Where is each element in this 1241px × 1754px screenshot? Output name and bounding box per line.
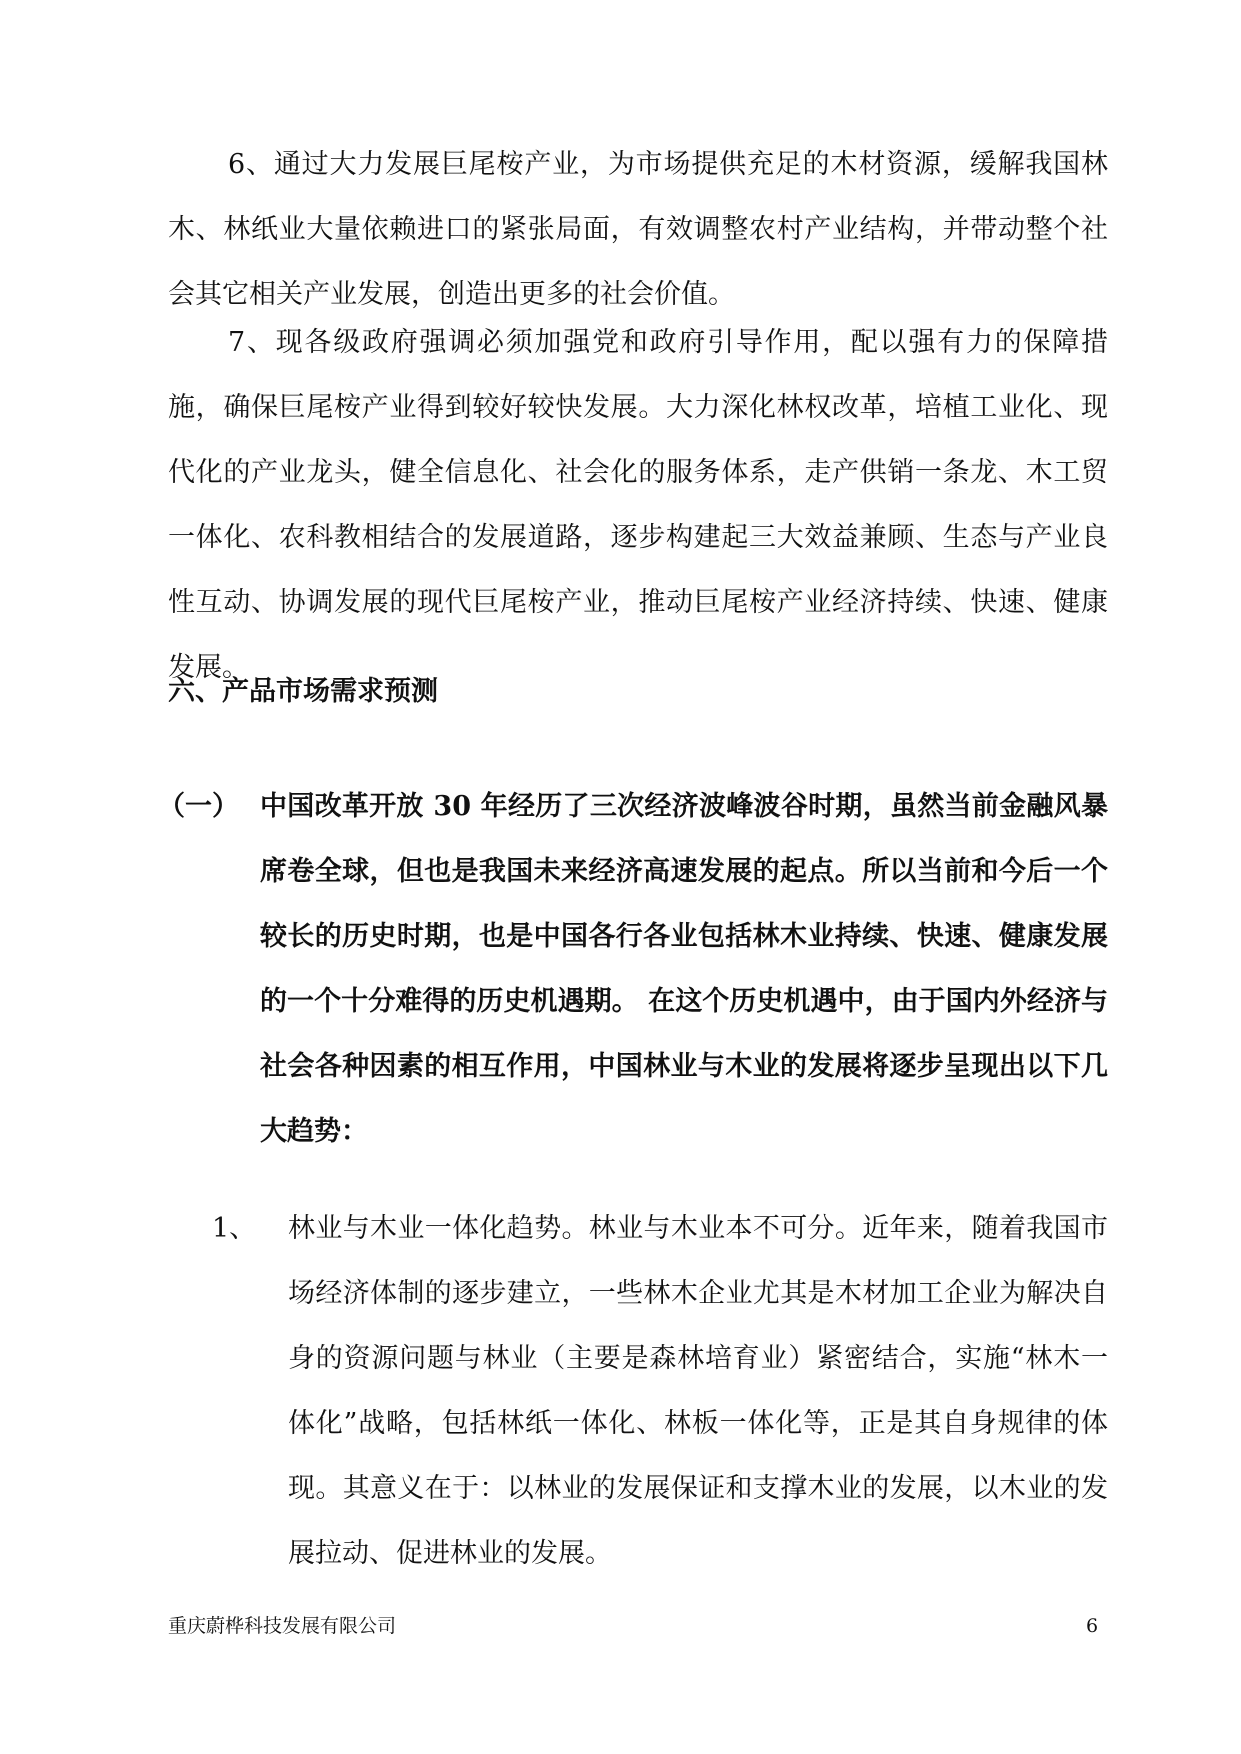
subsection-label: （一） (158, 791, 239, 822)
subsection-text: 中国改革开放 30 年经历了三次经济波峰波谷时期，虽然当前金融风暴席卷全球，但也是我国未来经济高速发展的起点。所以当前和今后一个较长的历史时期，也是中国各行各业包括林木业持续、快速、健康发展的一个十分难得的历史机遇期。 在这个历史机遇中，由于国内外经济与社会各种因素的相互作用，中国林业与木业的发展将逐步呈现出以下几大趋势： (260, 791, 1108, 1147)
list-item-text: 林业与木业一体化趋势。林业与木业本不可分。近年来，随着我国市场经济体制的逐步建立，一些林木企业尤其是木材加工企业为解决自身的资源问题与林业（主要是森林培育业）紧密结合，实施“林木一体化”战略，包括林纸一体化、林板一体化等，正是其自身规律的体现。其意义在于：以林业的发展保证和支撑木业的发展，以木业的发展拉动、促进林业的发展。 (288, 1213, 1108, 1569)
section-heading: 六、产品市场需求预测 (168, 676, 438, 707)
paragraph-6: 6、通过大力发展巨尾桉产业，为市场提供充足的木材资源，缓解我国林木、林纸业大量依赖进口的紧张局面，有效调整农村产业结构，并带动整个社会其它相关产业发展，创造出更多的社会价值。 (168, 149, 1108, 310)
footer-page-number: 6 (1086, 1615, 1099, 1637)
list-item-number: 1、 (212, 1213, 257, 1244)
footer-company: 重庆蔚桦科技发展有限公司 (168, 1615, 397, 1637)
paragraph-7: 7、现各级政府强调必须加强党和政府引导作用，配以强有力的保障措施，确保巨尾桉产业得到较好较快发展。大力深化林权改革，培植工业化、现代化的产业龙头，健全信息化、社会化的服务体系，走产供销一条龙、木工贸一体化、农科教相结合的发展道路，逐步构建起三大效益兼顾、生态与产业良性互动、协调发展的现代巨尾桉产业，推动巨尾桉产业经济持续、快速、健康发展。 (168, 327, 1108, 683)
